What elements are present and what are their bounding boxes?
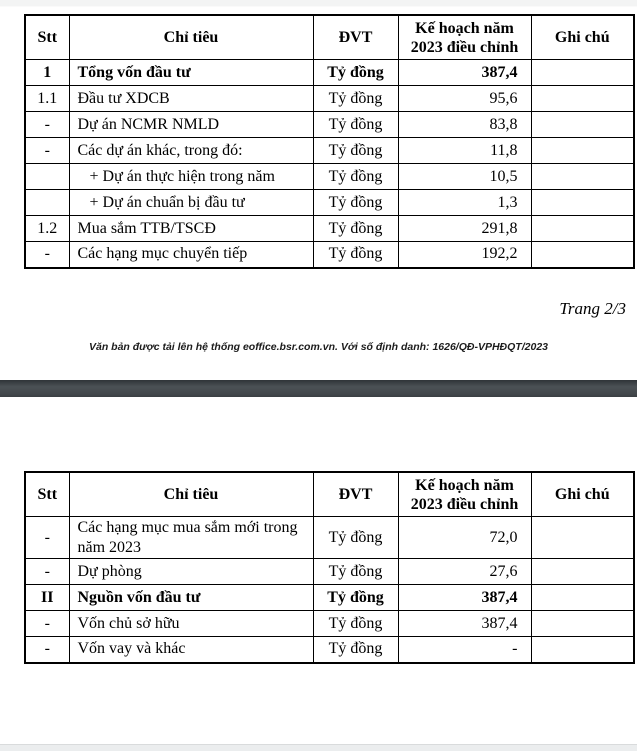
value-cell: - — [398, 637, 531, 663]
unit-cell: Tỷ đồng — [313, 138, 398, 164]
pdf-page-3 — [0, 471, 637, 744]
unit-cell: Tỷ đồng — [313, 164, 398, 190]
table-row — [25, 242, 634, 268]
unit-cell: Tỷ đồng — [313, 517, 398, 559]
stt-cell — [25, 190, 69, 216]
value-cell: 72,0 — [398, 517, 531, 559]
unit-cell: Tỷ đồng — [313, 611, 398, 637]
label-cell: Dự phòng — [69, 559, 313, 585]
table-header-row — [25, 15, 634, 60]
table-row — [25, 611, 634, 637]
viewer-top-edge — [0, 0, 637, 7]
unit-cell: Tỷ đồng — [313, 559, 398, 585]
table-row — [25, 60, 634, 86]
eoffice-upload-note: Văn bản được tải lên hệ thống eoffice.bsr.com.vn. Với số định danh: 1626/QĐ-VPHĐQT/2023 — [89, 340, 548, 353]
column-header-label: Chỉ tiêu — [69, 15, 313, 60]
table-row — [25, 164, 634, 190]
note-cell — [531, 637, 634, 663]
column-header-value: Kế hoạch năm 2023 điều chỉnh — [398, 472, 531, 517]
column-header-stt: Stt — [25, 472, 69, 517]
pdf-page-2 — [0, 14, 637, 380]
unit-cell: Tỷ đồng — [313, 585, 398, 611]
column-header-note: Ghi chú — [531, 472, 634, 517]
stt-cell: II — [25, 585, 69, 611]
column-header-stt: Stt — [25, 15, 69, 60]
label-cell: + Dự án chuẩn bị đầu tư — [69, 190, 313, 216]
viewer-bottom-edge — [0, 744, 637, 751]
value-cell: 83,8 — [398, 112, 531, 138]
note-cell — [531, 559, 634, 585]
label-cell: Mua sắm TTB/TSCĐ — [69, 216, 313, 242]
investment-plan-table-page2 — [24, 14, 635, 269]
label-cell: Các dự án khác, trong đó: — [69, 138, 313, 164]
value-cell: 95,6 — [398, 86, 531, 112]
stt-cell: 1 — [25, 60, 69, 86]
table-row — [25, 138, 634, 164]
note-cell — [531, 611, 634, 637]
stt-cell: - — [25, 559, 69, 585]
column-header-unit: ĐVT — [313, 15, 398, 60]
value-cell: 10,5 — [398, 164, 531, 190]
unit-cell: Tỷ đồng — [313, 112, 398, 138]
unit-cell: Tỷ đồng — [313, 242, 398, 268]
table-row — [25, 585, 634, 611]
value-cell: 291,8 — [398, 216, 531, 242]
stt-cell: 1.2 — [25, 216, 69, 242]
table-header-row — [25, 472, 634, 517]
unit-cell: Tỷ đồng — [313, 86, 398, 112]
unit-cell: Tỷ đồng — [313, 216, 398, 242]
label-cell: Nguồn vốn đầu tư — [69, 585, 313, 611]
value-cell: 27,6 — [398, 559, 531, 585]
column-header-note: Ghi chú — [531, 15, 634, 60]
label-cell: Tổng vốn đầu tư — [69, 60, 313, 86]
note-cell — [531, 216, 634, 242]
column-header-label: Chỉ tiêu — [69, 472, 313, 517]
stt-cell: 1.1 — [25, 86, 69, 112]
note-cell — [531, 138, 634, 164]
page-number-label: Trang 2/3 — [559, 298, 626, 318]
note-cell — [531, 190, 634, 216]
table-row — [25, 112, 634, 138]
value-cell: 387,4 — [398, 60, 531, 86]
label-cell: Đầu tư XDCB — [69, 86, 313, 112]
note-cell — [531, 60, 634, 86]
table-row — [25, 637, 634, 663]
value-cell: 1,3 — [398, 190, 531, 216]
table-row — [25, 216, 634, 242]
stt-cell: - — [25, 112, 69, 138]
note-cell — [531, 242, 634, 268]
note-cell — [531, 164, 634, 190]
table-row — [25, 517, 634, 559]
stt-cell: - — [25, 242, 69, 268]
table-row — [25, 86, 634, 112]
value-cell: 387,4 — [398, 611, 531, 637]
stt-cell: - — [25, 637, 69, 663]
label-cell: Các hạng mục chuyển tiếp — [69, 242, 313, 268]
value-cell: 192,2 — [398, 242, 531, 268]
unit-cell: Tỷ đồng — [313, 190, 398, 216]
label-cell: Dự án NCMR NMLD — [69, 112, 313, 138]
unit-cell: Tỷ đồng — [313, 637, 398, 663]
unit-cell: Tỷ đồng — [313, 60, 398, 86]
label-cell: + Dự án thực hiện trong năm — [69, 164, 313, 190]
page-separator-bar — [0, 380, 637, 397]
stt-cell: - — [25, 517, 69, 559]
column-header-value: Kế hoạch năm 2023 điều chỉnh — [398, 15, 531, 60]
label-cell: Các hạng mục mua sắm mới trong năm 2023 — [69, 517, 313, 559]
note-cell — [531, 112, 634, 138]
label-cell: Vốn chủ sở hữu — [69, 611, 313, 637]
note-cell — [531, 86, 634, 112]
stt-cell: - — [25, 138, 69, 164]
table-row — [25, 559, 634, 585]
note-cell — [531, 517, 634, 559]
stt-cell — [25, 164, 69, 190]
stt-cell: - — [25, 611, 69, 637]
label-cell: Vốn vay và khác — [69, 637, 313, 663]
value-cell: 387,4 — [398, 585, 531, 611]
value-cell: 11,8 — [398, 138, 531, 164]
note-cell — [531, 585, 634, 611]
table-row — [25, 190, 634, 216]
investment-plan-table-page3 — [24, 471, 635, 664]
column-header-unit: ĐVT — [313, 472, 398, 517]
